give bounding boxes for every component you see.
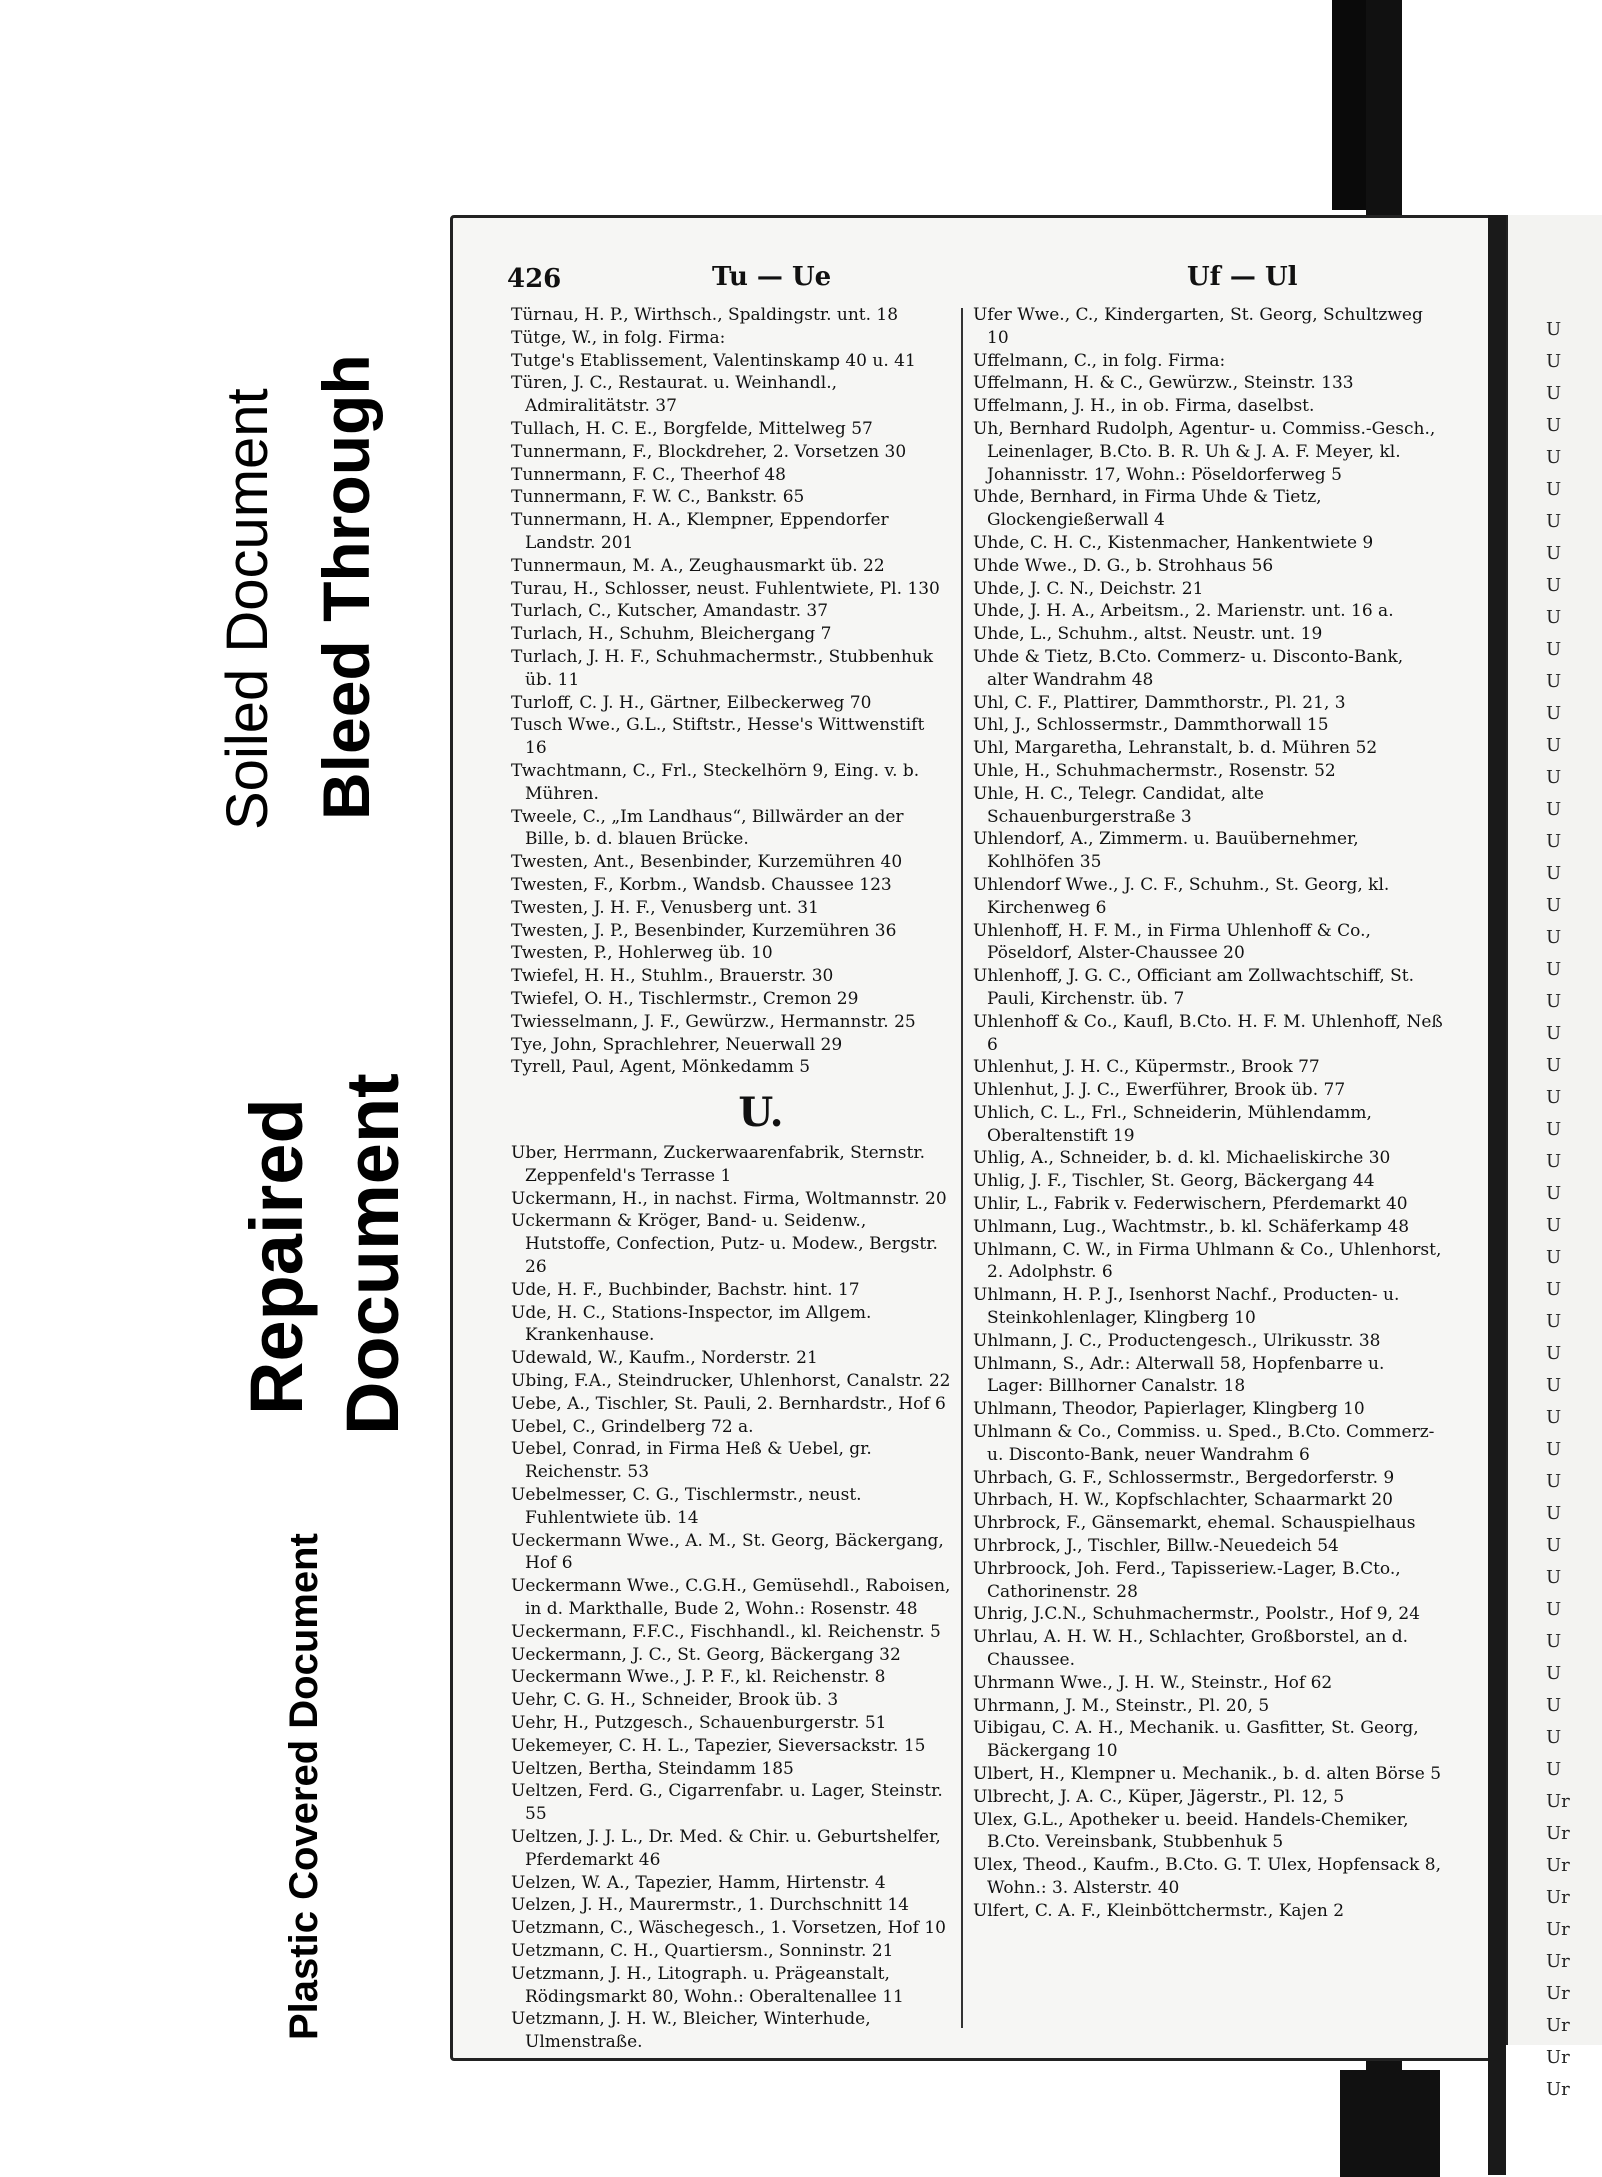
right-column-header: Uf — Ul: [1187, 262, 1298, 292]
margin-fragment: U: [1546, 1727, 1562, 1748]
label-plastic-covered-document: Plastic Covered Document: [282, 1533, 326, 2040]
directory-entry: Twesten, P., Hohlerweg üb. 10: [511, 943, 773, 964]
right-column: [973, 304, 1443, 1923]
directory-entry: Uetzmann, C. H., Quartiersm., Sonninstr. 21: [511, 1940, 894, 1961]
directory-entry: Uffelmann, C., in folg. Firma:: [973, 350, 1226, 371]
margin-fragment: U: [1546, 671, 1562, 692]
directory-entry: Ueckermann Wwe., A. M., St. Georg, Bäckergang, Hof 6: [511, 1530, 944, 1574]
margin-fragment: U: [1546, 767, 1562, 788]
margin-fragment: U: [1546, 1119, 1562, 1140]
directory-entry: Uelzen, W. A., Tapezier, Hamm, Hirtenstr. 4: [511, 1872, 886, 1893]
directory-entry: Tunnermann, F. C., Theerhof 48: [511, 464, 786, 485]
margin-fragment: U: [1546, 1215, 1562, 1236]
directory-entry: Tütge, W., in folg. Firma:: [511, 327, 726, 348]
directory-entry: Ueckermann Wwe., C.G.H., Gemüsehdl., Raboisen, in d. Markthalle, Bude 2, Wohn.: Rosenstr. 48: [511, 1576, 951, 1620]
margin-fragment: U: [1546, 1439, 1562, 1460]
directory-entry: Uhlir, L., Fabrik v. Federwischern, Pferdemarkt 40: [973, 1194, 1408, 1215]
directory-entry: Ueckermann, F.F.C., Fischhandl., kl. Reichenstr. 5: [511, 1621, 941, 1642]
margin-fragment: Ur: [1546, 1983, 1570, 2004]
margin-fragment: Ur: [1546, 1823, 1570, 1844]
margin-fragment: U: [1546, 1183, 1562, 1204]
directory-entry: Uhde & Tietz, B.Cto. Commerz- u. Disconto-Bank, alter Wandrahm 48: [973, 646, 1404, 690]
directory-entry: Uetzmann, J. H. W., Bleicher, Winterhude, Ulmenstraße.: [511, 2009, 871, 2053]
margin-fragment: U: [1546, 511, 1562, 532]
margin-fragment: Ur: [1546, 1919, 1570, 1940]
directory-entry: Turlach, J. H. F., Schuhmachermstr., Stubbenhuk üb. 11: [511, 646, 934, 690]
margin-fragment: Ur: [1546, 1791, 1570, 1812]
directory-entry: Tyrell, Paul, Agent, Mönkedamm 5: [511, 1057, 811, 1078]
page-number: 426: [507, 264, 562, 294]
margin-fragment: U: [1546, 1535, 1562, 1556]
directory-entry: Uebel, C., Grindelberg 72 a.: [511, 1416, 754, 1437]
directory-entry: Ulbert, H., Klempner u. Mechanik., b. d. alten Börse 5: [973, 1764, 1442, 1784]
directory-entry: Uhlmann, C. W., in Firma Uhlmann & Co., Uhlenhorst, 2. Adolphstr. 6: [973, 1239, 1442, 1283]
directory-entry: Uhrmann Wwe., J. H. W., Steinstr., Hof 62: [973, 1672, 1333, 1693]
directory-entry: Twesten, F., Korbm., Wandsb. Chaussee 123: [511, 874, 892, 895]
book-spine: [1488, 215, 1506, 2175]
directory-entry: Uhde Wwe., D. G., b. Strohhaus 56: [973, 555, 1274, 576]
directory-entry: Uffelmann, H. & C., Gewürzw., Steinstr. 133: [973, 373, 1354, 394]
directory-entry: Uebelmesser, C. G., Tischlermstr., neust. Fuhlentwiete üb. 14: [511, 1485, 862, 1528]
margin-fragment: U: [1546, 1759, 1562, 1780]
directory-entry: Tutge's Etablissement, Valentinskamp 40 u. 41: [511, 350, 916, 371]
directory-entry: Uckermann & Kröger, Band- u. Seidenw., Hutstoffe, Confection, Putz- u. Modew., Bergstr. 26: [511, 1211, 938, 1278]
directory-entry: Uhrbach, G. F., Schlossermstr., Bergedorferstr. 9: [973, 1467, 1395, 1488]
margin-fragment: U: [1546, 543, 1562, 564]
directory-entry: Uebe, A., Tischler, St. Pauli, 2. Bernhardstr., Hof 6: [511, 1393, 946, 1414]
directory-entry: Ueltzen, J. J. L., Dr. Med. & Chir. u. Geburtshelfer, Pferdemarkt 46: [511, 1827, 941, 1870]
label-repaired: Repaired: [235, 1098, 318, 1415]
directory-entry: Uhlenhoff, J. G. C., Officiant am Zollwachtschiff, St. Pauli, Kirchenstr. üb. 7: [973, 966, 1414, 1009]
directory-entry: Ueckermann Wwe., J. P. F., kl. Reichenstr. 8: [511, 1667, 886, 1688]
directory-entry: Twesten, Ant., Besenbinder, Kurzemühren 40: [511, 852, 903, 873]
directory-entry: Uhlenhut, J. J. C., Ewerführer, Brook üb. 77: [973, 1080, 1346, 1101]
directory-entry: Ubing, F.A., Steindrucker, Uhlenhorst, Canalstr. 22: [511, 1371, 951, 1392]
directory-entry: Uehr, H., Putzgesch., Schauenburgerstr. 51: [511, 1713, 887, 1734]
margin-fragment: U: [1546, 1279, 1562, 1300]
margin-fragment: U: [1546, 959, 1562, 980]
directory-entry: Twesten, J. P., Besenbinder, Kurzemühren 36: [511, 920, 897, 941]
directory-entry: Ulex, Theod., Kaufm., B.Cto. G. T. Ulex, Hopfensack 8, Wohn.: 3. Alsterstr. 40: [973, 1855, 1441, 1898]
margin-fragment: U: [1546, 831, 1562, 852]
directory-entry: Uelzen, J. H., Maurermstr., 1. Durchschnitt 14: [511, 1895, 909, 1916]
directory-entry: Uebel, Conrad, in Firma Heß & Uebel, gr. Reichenstr. 53: [511, 1439, 872, 1483]
column-divider: [961, 308, 963, 2028]
margin-fragment: U: [1546, 319, 1562, 340]
margin-fragment: Ur: [1546, 2015, 1570, 2036]
directory-entry: Uhlmann, J. C., Productengesch., Ulrikusstr. 38: [973, 1330, 1381, 1351]
directory-entry: Ulbrecht, J. A. C., Küper, Jägerstr., Pl. 12, 5: [973, 1786, 1345, 1807]
directory-page: [450, 215, 1496, 2061]
margin-fragment: U: [1546, 863, 1562, 884]
directory-entry: Uhde, J. C. N., Deichstr. 21: [973, 578, 1204, 599]
directory-entry: Twesten, J. H. F., Venusberg unt. 31: [511, 897, 819, 918]
margin-fragment: U: [1546, 1023, 1562, 1044]
directory-entry: Uhde, J. H. A., Arbeitsm., 2. Marienstr. unt. 16 a.: [973, 601, 1394, 622]
directory-entry: Tusch Wwe., G.L., Stiftstr., Hesse's Wittwenstift 16: [511, 715, 925, 759]
directory-entry: Uhlendorf, A., Zimmerm. u. Bauübernehmer, Kohlhöfen 35: [973, 829, 1359, 873]
margin-fragment: U: [1546, 1055, 1562, 1076]
directory-entry: Udewald, W., Kaufm., Norderstr. 21: [511, 1348, 818, 1369]
directory-entry: Uhle, H., Schuhmachermstr., Rosenstr. 52: [973, 760, 1336, 781]
directory-entry: Twiefel, H. H., Stuhlm., Brauerstr. 30: [511, 966, 834, 987]
margin-fragment: U: [1546, 447, 1562, 468]
directory-entry: Uh, Bernhard Rudolph, Agentur- u. Commiss.-Gesch., Leinenlager, B.Cto. B. R. Uh & J. A. F. Meyer, kl. Johannisstr. 17, Wohn.: Pöseldorferweg 5: [973, 418, 1436, 485]
directory-entry: Uhde, C. H. C., Kistenmacher, Hankentwiete 9: [973, 532, 1374, 553]
directory-entry: Ude, H. F., Buchbinder, Bachstr. hint. 17: [511, 1279, 860, 1300]
directory-entry: Ulex, G.L., Apotheker u. beeid. Handels-Chemiker, B.Cto. Vereinsbank, Stubbenhuk 5: [973, 1809, 1409, 1853]
directory-entry: Uhrbrock, F., Gänsemarkt, ehemal. Schauspielhaus: [973, 1513, 1416, 1534]
directory-entry: Uhl, J., Schlossermstr., Dammthorwall 15: [973, 715, 1329, 736]
margin-fragment: U: [1546, 1375, 1562, 1396]
directory-entry: Türnau, H. P., Wirthsch., Spaldingstr. unt. 18: [511, 305, 899, 325]
directory-entry: Ulfert, C. A. F., Kleinböttchermstr., Kajen 2: [973, 1900, 1345, 1921]
margin-fragment: U: [1546, 479, 1562, 500]
directory-entry: Ueltzen, Ferd. G., Cigarrenfabr. u. Lager, Steinstr. 55: [511, 1781, 943, 1825]
left-entries-after: [511, 1142, 951, 2054]
directory-entry: Uehr, C. G. H., Schneider, Brook üb. 3: [511, 1690, 839, 1711]
directory-entry: Uhrig, J.C.N., Schuhmachermstr., Poolstr., Hof 9, 24: [973, 1604, 1420, 1625]
directory-entry: Türen, J. C., Restaurat. u. Weinhandl., Admiralitätstr. 37: [511, 373, 837, 417]
directory-entry: Twachtmann, C., Frl., Steckelhörn 9, Eing. v. b. Mühren.: [511, 760, 920, 804]
directory-entry: Uhlenhoff, H. F. M., in Firma Uhlenhoff & Co., Pöseldorf, Alster-Chaussee 20: [973, 920, 1371, 964]
margin-fragment: U: [1546, 1599, 1562, 1620]
directory-entry: Uhlmann, Theodor, Papierlager, Klingberg 10: [973, 1399, 1365, 1420]
directory-entry: Uhl, Margaretha, Lehranstalt, b. d. Mühren 52: [973, 738, 1378, 759]
directory-entry: Uhrmann, J. M., Steinstr., Pl. 20, 5: [973, 1695, 1270, 1716]
directory-entry: Ueckermann, J. C., St. Georg, Bäckergang 32: [511, 1644, 901, 1665]
margin-fragment: U: [1546, 1407, 1562, 1428]
directory-entry: Uetzmann, C., Wäschegesch., 1. Vorsetzen, Hof 10: [511, 1918, 946, 1939]
margin-fragment: U: [1546, 895, 1562, 916]
margin-fragment: Ur: [1546, 1855, 1570, 1876]
directory-entry: Ueltzen, Bertha, Steindamm 185: [511, 1758, 794, 1779]
directory-entry: Twiefel, O. H., Tischlermstr., Cremon 29: [511, 988, 859, 1009]
directory-entry: Uhrbrock, J., Tischler, Billw.-Neuedeich 54: [973, 1536, 1339, 1557]
margin-fragment: Ur: [1546, 1951, 1570, 1972]
margin-fragment: Ur: [1546, 2079, 1570, 2100]
margin-fragment: U: [1546, 735, 1562, 756]
directory-entry: Tullach, H. C. E., Borgfelde, Mittelweg 57: [511, 418, 873, 439]
directory-entry: Tunnermann, H. A., Klempner, Eppendorfer Landstr. 201: [511, 510, 889, 553]
directory-entry: Ude, H. C., Stations-Inspector, im Allgem. Krankenhause.: [511, 1302, 872, 1346]
margin-fragment: U: [1546, 575, 1562, 596]
margin-fragment: U: [1546, 1087, 1562, 1108]
directory-entry: Uhlenhut, J. H. C., Küpermstr., Brook 77: [973, 1057, 1320, 1078]
section-letter: U.: [738, 1089, 784, 1137]
directory-entry: Uhl, C. F., Plattirer, Dammthorstr., Pl. 21, 3: [973, 692, 1346, 713]
margin-fragment: U: [1546, 703, 1562, 724]
margin-fragment: U: [1546, 639, 1562, 660]
directory-entry: Uhlmann, S., Adr.: Alterwall 58, Hopfenbarre u. Lager: Billhorner Canalstr. 18: [973, 1353, 1385, 1397]
directory-entry: Tweele, C., „Im Landhaus“, Billwärder an der Bille, b. d. blauen Brücke.: [511, 806, 904, 850]
directory-entry: Uhle, H. C., Telegr. Candidat, alte Schauenburgerstraße 3: [973, 783, 1264, 827]
directory-entry: Uhlig, J. F., Tischler, St. Georg, Bäckergang 44: [973, 1171, 1375, 1192]
margin-fragment: U: [1546, 607, 1562, 628]
margin-fragment: U: [1546, 799, 1562, 820]
margin-fragment: U: [1546, 415, 1562, 436]
margin-fragment: U: [1546, 1311, 1562, 1332]
directory-entry: Uhlmann, Lug., Wachtmstr., b. kl. Schäferkamp 48: [973, 1216, 1410, 1237]
margin-fragment: U: [1546, 991, 1562, 1012]
margin-fragment: U: [1546, 351, 1562, 372]
directory-entry: Uber, Herrmann, Zuckerwaarenfabrik, Sternstr. Zeppenfeld's Terrasse 1: [511, 1143, 925, 1186]
directory-entry: Uhlmann, H. P. J., Isenhorst Nachf., Producten- u. Steinkohlenlager, Klingberg 10: [973, 1285, 1400, 1329]
margin-fragment: U: [1546, 1471, 1562, 1492]
margin-fragment: U: [1546, 1663, 1562, 1684]
page-header: [507, 260, 1447, 300]
left-column: [511, 304, 951, 2054]
margin-fragment: Ur: [1546, 1887, 1570, 1908]
margin-fragment: U: [1546, 1695, 1562, 1716]
directory-entry: Uhrlau, A. H. W. H., Schlachter, Großborstel, an d. Chaussee.: [973, 1627, 1409, 1671]
scan-dark-corner: [1340, 2070, 1440, 2177]
directory-entry: Uhlig, A., Schneider, b. d. kl. Michaeliskirche 30: [973, 1148, 1391, 1169]
margin-fragment: U: [1546, 1567, 1562, 1588]
margin-fragment: U: [1546, 1151, 1562, 1172]
directory-entry: Turlach, H., Schuhm, Bleichergang 7: [511, 624, 832, 645]
directory-entry: Turau, H., Schlosser, neust. Fuhlentwiete, Pl. 130: [511, 578, 940, 599]
directory-entry: Uekemeyer, C. H. L., Tapezier, Sieversackstr. 15: [511, 1735, 926, 1756]
directory-entry: Uhde, L., Schuhm., altst. Neustr. unt. 19: [973, 624, 1323, 645]
label-bleed-through: Bleed Through: [309, 354, 383, 820]
directory-entry: Tunnermann, F. W. C., Bankstr. 65: [511, 487, 805, 508]
directory-entry: Uhlendorf Wwe., J. C. F., Schuhm., St. Georg, kl. Kirchenweg 6: [973, 874, 1390, 918]
margin-fragment: U: [1546, 1343, 1562, 1364]
left-entries-before: [511, 304, 951, 1079]
margin-fragment: U: [1546, 927, 1562, 948]
directory-entry: Tye, John, Sprachlehrer, Neuerwall 29: [511, 1034, 843, 1055]
directory-entry: Uhrbach, H. W., Kopfschlachter, Schaarmarkt 20: [973, 1490, 1393, 1511]
directory-entry: Ufer Wwe., C., Kindergarten, St. Georg, Schultzweg 10: [973, 305, 1423, 348]
directory-entry: Uhlenhoff & Co., Kaufl, B.Cto. H. F. M. Uhlenhoff, Neß 6: [973, 1011, 1443, 1055]
margin-fragment: Ur: [1546, 2047, 1570, 2068]
margin-fragment: U: [1546, 1631, 1562, 1652]
label-soiled-document: Soiled Document: [215, 388, 280, 830]
adjacent-page-edge: [1506, 215, 1602, 2100]
margin-fragment: U: [1546, 1503, 1562, 1524]
directory-entry: Tunnermaun, M. A., Zeughausmarkt üb. 22: [511, 555, 885, 576]
directory-entry: Twiesselmann, J. F., Gewürzw., Hermannstr. 25: [511, 1011, 916, 1032]
label-repaired-document: Document: [331, 1073, 414, 1435]
directory-entry: Uhlmann & Co., Commiss. u. Sped., B.Cto. Commerz- u. Disconto-Bank, neuer Wandrahm 6: [973, 1422, 1435, 1465]
directory-entry: Uffelmann, J. H., in ob. Firma, daselbst.: [973, 396, 1315, 417]
directory-entry: Turlach, C., Kutscher, Amandastr. 37: [511, 601, 829, 622]
directory-entry: Turloff, C. J. H., Gärtner, Eilbeckerweg 70: [511, 692, 872, 713]
directory-entry: Uibigau, C. A. H., Mechanik. u. Gasfitter, St. Georg, Bäckergang 10: [973, 1718, 1419, 1762]
margin-fragment: U: [1546, 1247, 1562, 1268]
directory-entry: Uhrbroock, Joh. Ferd., Tapisseriew.-Lager, B.Cto., Cathorinenstr. 28: [973, 1558, 1401, 1602]
directory-entry: Uhde, Bernhard, in Firma Uhde & Tietz, Glockengießerwall 4: [973, 487, 1322, 531]
directory-entry: Tunnermann, F., Blockdreher, 2. Vorsetzen 30: [511, 441, 907, 462]
directory-entry: Uetzmann, J. H., Litograph. u. Prägeanstalt, Rödingsmarkt 80, Wohn.: Oberaltenallee 11: [511, 1963, 904, 2007]
directory-entry: Uckermann, H., in nachst. Firma, Woltmannstr. 20: [511, 1188, 947, 1209]
margin-fragment: U: [1546, 383, 1562, 404]
directory-entry: Uhlich, C. L., Frl., Schneiderin, Mühlendamm, Oberaltenstift 19: [973, 1102, 1372, 1146]
left-column-header: Tu — Ue: [712, 262, 832, 292]
